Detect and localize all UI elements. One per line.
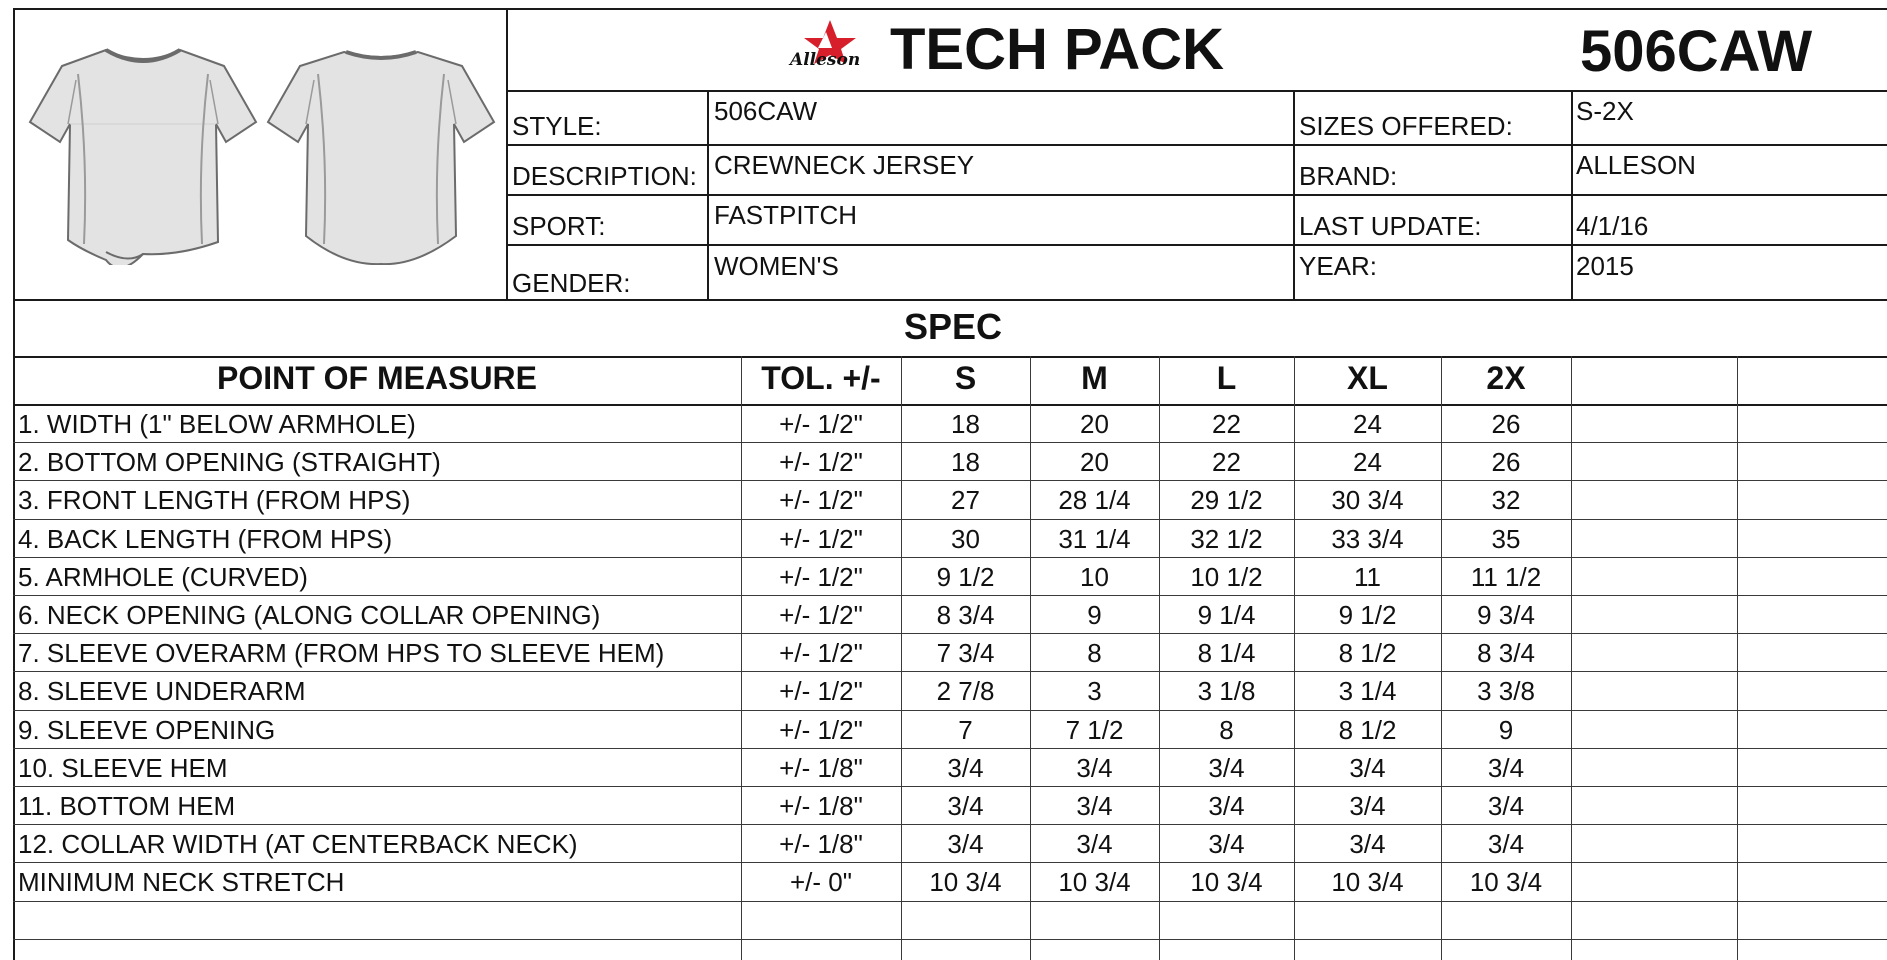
measurement-cell-2x: 11 1/2: [1470, 562, 1542, 592]
tolerance-cell: +/- 1/2": [779, 524, 863, 554]
sizes-offered-value: S-2X: [1576, 96, 1634, 126]
point-of-measure-cell: MINIMUM NECK STRETCH: [18, 867, 345, 897]
last-update-value: 4/1/16: [1576, 211, 1649, 241]
measurement-cell-s: 7 3/4: [936, 638, 995, 668]
measurement-cell-s: 8 3/4: [936, 600, 995, 630]
table-header-top-line: [13, 356, 1887, 358]
description-value: CREWNECK JERSEY: [714, 150, 975, 180]
table-column-line: [1737, 356, 1738, 960]
measurement-cell-l: 8: [1219, 715, 1234, 745]
measurement-cell-m: 10 3/4: [1058, 867, 1131, 897]
measurement-cell-l: 3/4: [1208, 829, 1245, 859]
measurement-cell-2x: 35: [1491, 524, 1521, 554]
table-row-line: [13, 786, 1887, 787]
table-row-line: [13, 557, 1887, 558]
point-of-measure-cell: 6. NECK OPENING (ALONG COLLAR OPENING): [18, 600, 601, 630]
measurement-cell-xl: 8 1/2: [1338, 638, 1397, 668]
table-row-line: [13, 442, 1887, 443]
gender-value: WOMEN'S: [714, 251, 839, 281]
tolerance-cell: +/- 1/2": [779, 562, 863, 592]
table-row-line: [13, 480, 1887, 481]
measurement-cell-xl: 10 3/4: [1331, 867, 1404, 897]
style-label: STYLE:: [512, 111, 602, 141]
measurement-cell-xl: 8 1/2: [1338, 715, 1397, 745]
point-of-measure-cell: 11. BOTTOM HEM: [18, 791, 236, 821]
measurement-cell-l: 22: [1212, 447, 1241, 477]
measurement-cell-2x: 3/4: [1487, 829, 1525, 859]
table-row-line: [13, 671, 1887, 672]
measurement-cell-s: 3/4: [947, 791, 984, 821]
tolerance-cell: +/- 1/8": [779, 753, 863, 783]
tolerance-cell: +/- 1/2": [779, 638, 863, 668]
measurement-cell-xl: 3 1/4: [1338, 676, 1397, 706]
measurement-cell-xl: 30 3/4: [1331, 485, 1404, 515]
table-row-line: [13, 710, 1887, 711]
measurement-cell-l: 3 1/8: [1197, 676, 1256, 706]
measurement-cell-l: 10 3/4: [1190, 867, 1263, 897]
brand-value: ALLESON: [1576, 150, 1696, 180]
sizes-offered-label: SIZES OFFERED:: [1299, 111, 1513, 141]
table-row-line: [13, 595, 1887, 596]
measurement-cell-l: 8 1/4: [1197, 638, 1256, 668]
tolerance-cell: +/- 1/8": [779, 791, 863, 821]
point-of-measure-cell: 12. COLLAR WIDTH (AT CENTERBACK NECK): [18, 829, 578, 859]
measurement-cell-m: 28 1/4: [1058, 485, 1131, 515]
description-label: DESCRIPTION:: [512, 161, 697, 191]
sport-value: FASTPITCH: [714, 200, 858, 230]
point-of-measure-cell: 4. BACK LENGTH (FROM HPS): [18, 524, 393, 554]
measurement-cell-m: 3/4: [1076, 753, 1113, 783]
point-of-measure-cell: 3. FRONT LENGTH (FROM HPS): [18, 485, 411, 515]
table-column-line: [1571, 356, 1572, 960]
point-of-measure-cell: 9. SLEEVE OPENING: [18, 715, 276, 745]
measurement-cell-l: 3/4: [1208, 753, 1245, 783]
column-header-size-l: L: [1216, 360, 1237, 396]
measurement-cell-2x: 26: [1491, 447, 1521, 477]
column-header-point-of-measure: POINT OF MEASURE: [216, 360, 537, 396]
tolerance-cell: +/- 1/2": [779, 676, 863, 706]
measurement-cell-2x: 10 3/4: [1469, 867, 1543, 897]
point-of-measure-cell: 2. BOTTOM OPENING (STRAIGHT): [18, 447, 441, 477]
measurement-cell-2x: 3/4: [1487, 791, 1525, 821]
spec-section-title: SPEC: [903, 306, 1003, 347]
point-of-measure-cell: 8. SLEEVE UNDERARM: [18, 676, 306, 706]
measurement-cell-xl: 3/4: [1349, 829, 1386, 859]
tolerance-cell: +/- 1/2": [779, 447, 863, 477]
point-of-measure-cell: 7. SLEEVE OVERARM (FROM HPS TO SLEEVE HEM): [18, 638, 665, 668]
document-title: TECH PACK: [890, 17, 1225, 82]
measurement-cell-xl: 11: [1354, 562, 1381, 592]
table-header-bottom-line: [13, 404, 1887, 406]
tolerance-cell: +/- 1/2": [779, 409, 863, 439]
measurement-cell-m: 3: [1087, 676, 1102, 706]
gender-label: GENDER:: [512, 268, 631, 298]
measurement-cell-xl: 3/4: [1349, 753, 1386, 783]
measurement-cell-l: 10 1/2: [1190, 562, 1263, 592]
sport-label: SPORT:: [512, 211, 606, 241]
year-label: YEAR:: [1299, 251, 1378, 281]
measurement-cell-2x: 3/4: [1487, 753, 1525, 783]
point-of-measure-cell: 5. ARMHOLE (CURVED): [18, 562, 308, 592]
column-header-size-m: M: [1081, 360, 1108, 396]
table-row-line: [13, 939, 1887, 940]
measurement-cell-m: 3/4: [1076, 829, 1113, 859]
measurement-cell-s: 2 7/8: [936, 676, 995, 706]
year-value: 2015: [1576, 251, 1634, 281]
tolerance-cell: +/- 0": [790, 867, 852, 897]
measurement-cell-xl: 33 3/4: [1331, 524, 1404, 554]
measurement-cell-l: 29 1/2: [1190, 485, 1263, 515]
measurement-cell-m: 8: [1087, 638, 1102, 668]
measurement-cell-2x: 26: [1491, 409, 1521, 439]
logo-wordmark: Alleson: [790, 50, 861, 70]
table-row-line: [13, 633, 1887, 634]
measurement-cell-2x: 9: [1498, 715, 1514, 745]
table-row-line: [13, 901, 1887, 902]
measurement-cell-m: 9: [1087, 600, 1102, 630]
tolerance-cell: +/- 1/2": [779, 600, 863, 630]
tolerance-cell: +/- 1/8": [779, 829, 863, 859]
last-update-label: LAST UPDATE:: [1299, 211, 1482, 241]
measurement-cell-2x: 32: [1491, 485, 1521, 515]
style-code-heading: 506CAW: [1580, 19, 1813, 84]
tolerance-cell: +/- 1/2": [779, 485, 863, 515]
measurement-cell-m: 3/4: [1076, 791, 1113, 821]
measurement-cell-2x: 3 3/8: [1477, 676, 1535, 706]
point-of-measure-cell: 10. SLEEVE HEM: [18, 753, 228, 783]
brand-label: BRAND:: [1299, 161, 1398, 191]
table-row-line: [13, 519, 1887, 520]
measurement-cell-s: 18: [951, 409, 980, 439]
measurement-cell-m: 31 1/4: [1058, 524, 1131, 554]
measurement-cell-s: 7: [958, 715, 973, 745]
measurement-cell-m: 20: [1080, 447, 1109, 477]
column-header-size-s: S: [954, 360, 977, 396]
measurement-cell-m: 10: [1080, 562, 1109, 592]
measurement-cell-l: 3/4: [1208, 791, 1245, 821]
point-of-measure-cell: 1. WIDTH (1" BELOW ARMHOLE): [18, 409, 416, 439]
measurement-cell-l: 9 1/4: [1197, 600, 1256, 630]
measurement-cell-l: 32 1/2: [1190, 524, 1263, 554]
measurement-cell-xl: 3/4: [1349, 791, 1386, 821]
table-row-line: [13, 824, 1887, 825]
measurement-cell-m: 7 1/2: [1065, 715, 1124, 745]
table-row-line: [13, 862, 1887, 863]
measurement-cell-s: 3/4: [947, 753, 984, 783]
measurement-cell-m: 20: [1080, 409, 1109, 439]
measurement-cell-s: 18: [951, 447, 980, 477]
measurement-cell-xl: 24: [1353, 409, 1382, 439]
column-header-size-xl: XL: [1347, 360, 1388, 396]
column-header-tolerance: TOL. +/-: [761, 360, 881, 396]
measurement-cell-xl: 9 1/2: [1338, 600, 1397, 630]
measurement-cell-s: 10 3/4: [929, 867, 1002, 897]
measurement-cell-2x: 8 3/4: [1477, 638, 1535, 668]
measurement-cell-l: 22: [1212, 409, 1241, 439]
measurement-cell-2x: 9 3/4: [1477, 600, 1535, 630]
measurement-cell-s: 3/4: [947, 829, 984, 859]
measurement-cell-s: 27: [951, 485, 980, 515]
tolerance-cell: +/- 1/2": [779, 715, 863, 745]
measurement-cell-xl: 24: [1353, 447, 1382, 477]
column-header-size-2x: 2X: [1486, 360, 1526, 396]
style-value: 506CAW: [714, 96, 818, 126]
measurement-cell-s: 30: [951, 524, 980, 554]
table-row-line: [13, 748, 1887, 749]
measurement-cell-s: 9 1/2: [936, 562, 995, 592]
